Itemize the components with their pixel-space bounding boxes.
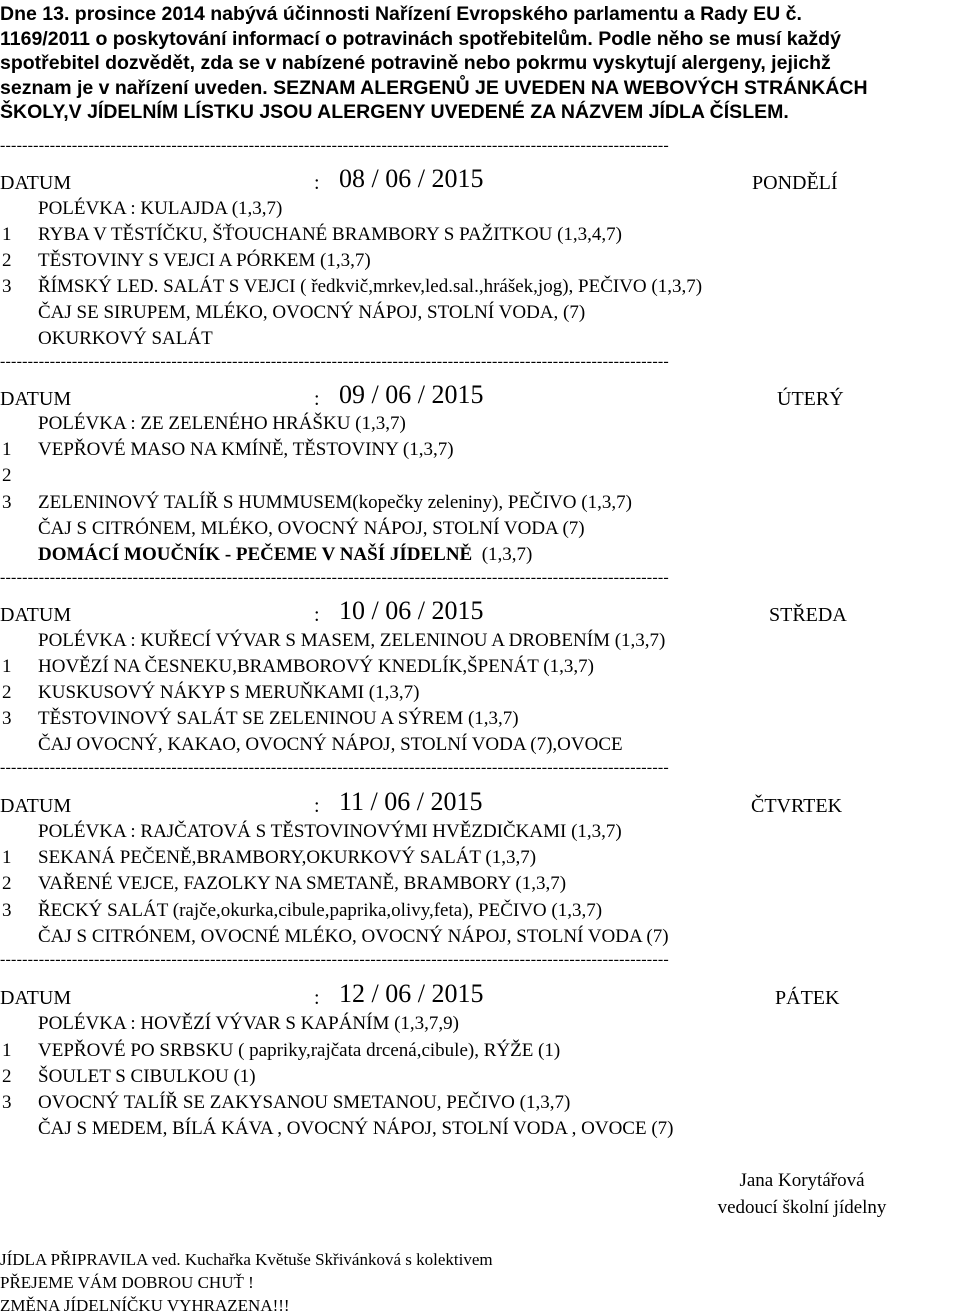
extra-text: ČAJ S CITRÓNEM, MLÉKO, OVOCNÝ NÁPOJ, STOLNÍ VODA (7) — [38, 518, 585, 539]
item-text: KUSKUSOVÝ NÁKYP S MERUŇKAMI (1,3,7) — [38, 682, 420, 703]
date-colon: : — [314, 604, 320, 626]
item-number: 2 — [2, 682, 12, 703]
day-name: ČTVRTEK — [751, 795, 843, 817]
item-number: 3 — [2, 492, 12, 513]
item-text: VEPŘOVÉ MASO NA KMÍNĚ, TĚSTOVINY (1,3,7) — [38, 439, 454, 460]
extra-text: ČAJ S CITRÓNEM, OVOCNÉ MLÉKO, OVOCNÝ NÁPOJ, STOLNÍ VODA (7) — [38, 926, 669, 947]
separator: ------------------------------------------------------------------------------------------------------------------------- — [0, 570, 669, 586]
day-header — [0, 979, 960, 1009]
item-number: 2 — [2, 873, 12, 894]
item-text: ŘÍMSKÝ LED. SALÁT S VEJCI ( ředkvič,mrkev,led.sal.,hrášek,jog), PEČIVO (1,3,7) — [38, 276, 703, 297]
day-header — [0, 380, 960, 410]
item-number: 3 — [2, 900, 12, 921]
soup-text: POLÉVKA : HOVĚZÍ VÝVAR S KAPÁNÍM (1,3,7,9) — [38, 1013, 460, 1034]
date-value: 09 / 06 / 2015 — [339, 380, 484, 409]
item-text: RYBA V TĚSTÍČKU, ŠŤOUCHANÉ BRAMBORY S PAŽITKOU (1,3,4,7) — [38, 224, 622, 245]
extra-text: OKURKOVÝ SALÁT — [38, 328, 213, 349]
signature-role: vedoucí školní jídelny — [717, 1197, 887, 1218]
item-number: 3 — [2, 708, 12, 729]
day-name: ÚTERÝ — [777, 388, 844, 410]
notice-line: ŠKOLY,V JÍDELNÍM LÍSTKU JSOU ALERGENY UVEDENÉ ZA NÁZVEM JÍDLA ČÍSLEM. — [0, 101, 789, 124]
date-label: DATUM — [0, 172, 72, 194]
footer-cooks: JÍDLA PŘIPRAVILA ved. Kuchařka Květuše Skřivánková s kolektivem — [0, 1250, 493, 1269]
item-number: 1 — [2, 439, 12, 460]
item-text: ŘECKÝ SALÁT (rajče,okurka,cibule,paprika,olivy,feta), PEČIVO (1,3,7) — [38, 900, 603, 921]
item-number: 1 — [2, 1040, 12, 1061]
date-label: DATUM — [0, 795, 72, 817]
special-allergens: (1,3,7) — [472, 544, 533, 565]
item-number: 1 — [2, 847, 12, 868]
soup-text: POLÉVKA : KUŘECÍ VÝVAR S MASEM, ZELENINOU A DROBENÍM (1,3,7) — [38, 630, 666, 651]
item-number: 3 — [2, 1092, 12, 1113]
day-name: PÁTEK — [775, 987, 840, 1009]
separator: ------------------------------------------------------------------------------------------------------------------------- — [0, 354, 669, 370]
date-colon: : — [314, 987, 320, 1009]
item-number: 2 — [2, 465, 12, 486]
item-text: VAŘENÉ VEJCE, FAZOLKY NA SMETANĚ, BRAMBORY (1,3,7) — [38, 873, 567, 894]
allergen-notice — [0, 2, 950, 125]
item-number: 2 — [2, 250, 12, 271]
day-header — [0, 164, 960, 194]
item-number: 1 — [2, 224, 12, 245]
item-text: OVOCNÝ TALÍŘ SE ZAKYSANOU SMETANOU, PEČIVO (1,3,7) — [38, 1092, 571, 1113]
special-dessert: DOMÁCÍ MOUČNÍK - PEČEME V NAŠÍ JÍDELNĚ — [38, 544, 473, 565]
date-value: 08 / 06 / 2015 — [339, 164, 484, 193]
soup-text: POLÉVKA : ZE ZELENÉHO HRÁŠKU (1,3,7) — [38, 413, 406, 434]
item-number: 1 — [2, 656, 12, 677]
separator: ------------------------------------------------------------------------------------------------------------------------- — [0, 952, 669, 968]
item-number: 3 — [2, 276, 12, 297]
date-label: DATUM — [0, 388, 72, 410]
item-text: HOVĚZÍ NA ČESNEKU,BRAMBOROVÝ KNEDLÍK,ŠPENÁT (1,3,7) — [38, 656, 594, 677]
item-text: VEPŘOVÉ PO SRBSKU ( papriky,rajčata drcená,cibule), RÝŽE (1) — [38, 1040, 561, 1061]
day-header — [0, 787, 960, 817]
signature-name: Jana Korytářová — [739, 1170, 865, 1191]
date-value: 10 / 06 / 2015 — [339, 596, 484, 625]
item-text: TĚSTOVINOVÝ SALÁT SE ZELENINOU A SÝREM (1,3,7) — [38, 708, 519, 729]
date-label: DATUM — [0, 604, 72, 626]
date-label: DATUM — [0, 987, 72, 1009]
notice-line: seznam je v nařízení uveden. SEZNAM ALERGENŮ JE UVEDEN NA WEBOVÝCH STRÁNKÁCH — [0, 76, 868, 99]
item-text: ZELENINOVÝ TALÍŘ S HUMMUSEM(kopečky zeleniny), PEČIVO (1,3,7) — [38, 492, 632, 513]
separator: ------------------------------------------------------------------------------------------------------------------------- — [0, 760, 669, 776]
item-text: ŠOULET S CIBULKOU (1) — [38, 1066, 256, 1087]
date-colon: : — [314, 388, 320, 410]
item-text: TĚSTOVINY S VEJCI A PÓRKEM (1,3,7) — [38, 250, 371, 271]
day-name: PONDĚLÍ — [752, 172, 838, 194]
footer-change-notice: ZMĚNA JÍDELNÍČKU VYHRAZENA!!! — [0, 1296, 290, 1315]
separator: ------------------------------------------------------------------------------------------------------------------------- — [0, 138, 669, 154]
notice-line: spotřebitel dozvědět, zda se v nabízené potravině nebo pokrmu vyskytují alergeny, jejichž — [0, 52, 831, 75]
day-header — [0, 596, 960, 626]
date-colon: : — [314, 795, 320, 817]
soup-text: POLÉVKA : RAJČATOVÁ S TĚSTOVINOVÝMI HVĚZDIČKAMI (1,3,7) — [38, 821, 622, 842]
notice-line: Dne 13. prosince 2014 nabývá účinnosti Nařízení Evropského parlamentu a Rady EU č. — [0, 3, 802, 25]
extra-text: ČAJ S MEDEM, BÍLÁ KÁVA , OVOCNÝ NÁPOJ, STOLNÍ VODA , OVOCE (7) — [38, 1118, 674, 1139]
date-colon: : — [314, 172, 320, 194]
day-name: STŘEDA — [769, 604, 847, 626]
footer-wish: PŘEJEME VÁM DOBROU CHUŤ ! — [0, 1273, 254, 1292]
item-text: SEKANÁ PEČENĚ,BRAMBORY,OKURKOVÝ SALÁT (1,3,7) — [38, 847, 537, 868]
date-value: 11 / 06 / 2015 — [339, 787, 483, 816]
notice-line: 1169/2011 o poskytování informací o potravinách spotřebitelům. Podle něho se musí každý — [0, 27, 841, 50]
date-value: 12 / 06 / 2015 — [339, 979, 484, 1008]
item-number: 2 — [2, 1066, 12, 1087]
extra-text: ČAJ OVOCNÝ, KAKAO, OVOCNÝ NÁPOJ, STOLNÍ VODA (7),OVOCE — [38, 734, 623, 755]
extra-text: ČAJ SE SIRUPEM, MLÉKO, OVOCNÝ NÁPOJ, STOLNÍ VODA, (7) — [38, 302, 586, 323]
soup-text: POLÉVKA : KULAJDA (1,3,7) — [38, 198, 283, 219]
